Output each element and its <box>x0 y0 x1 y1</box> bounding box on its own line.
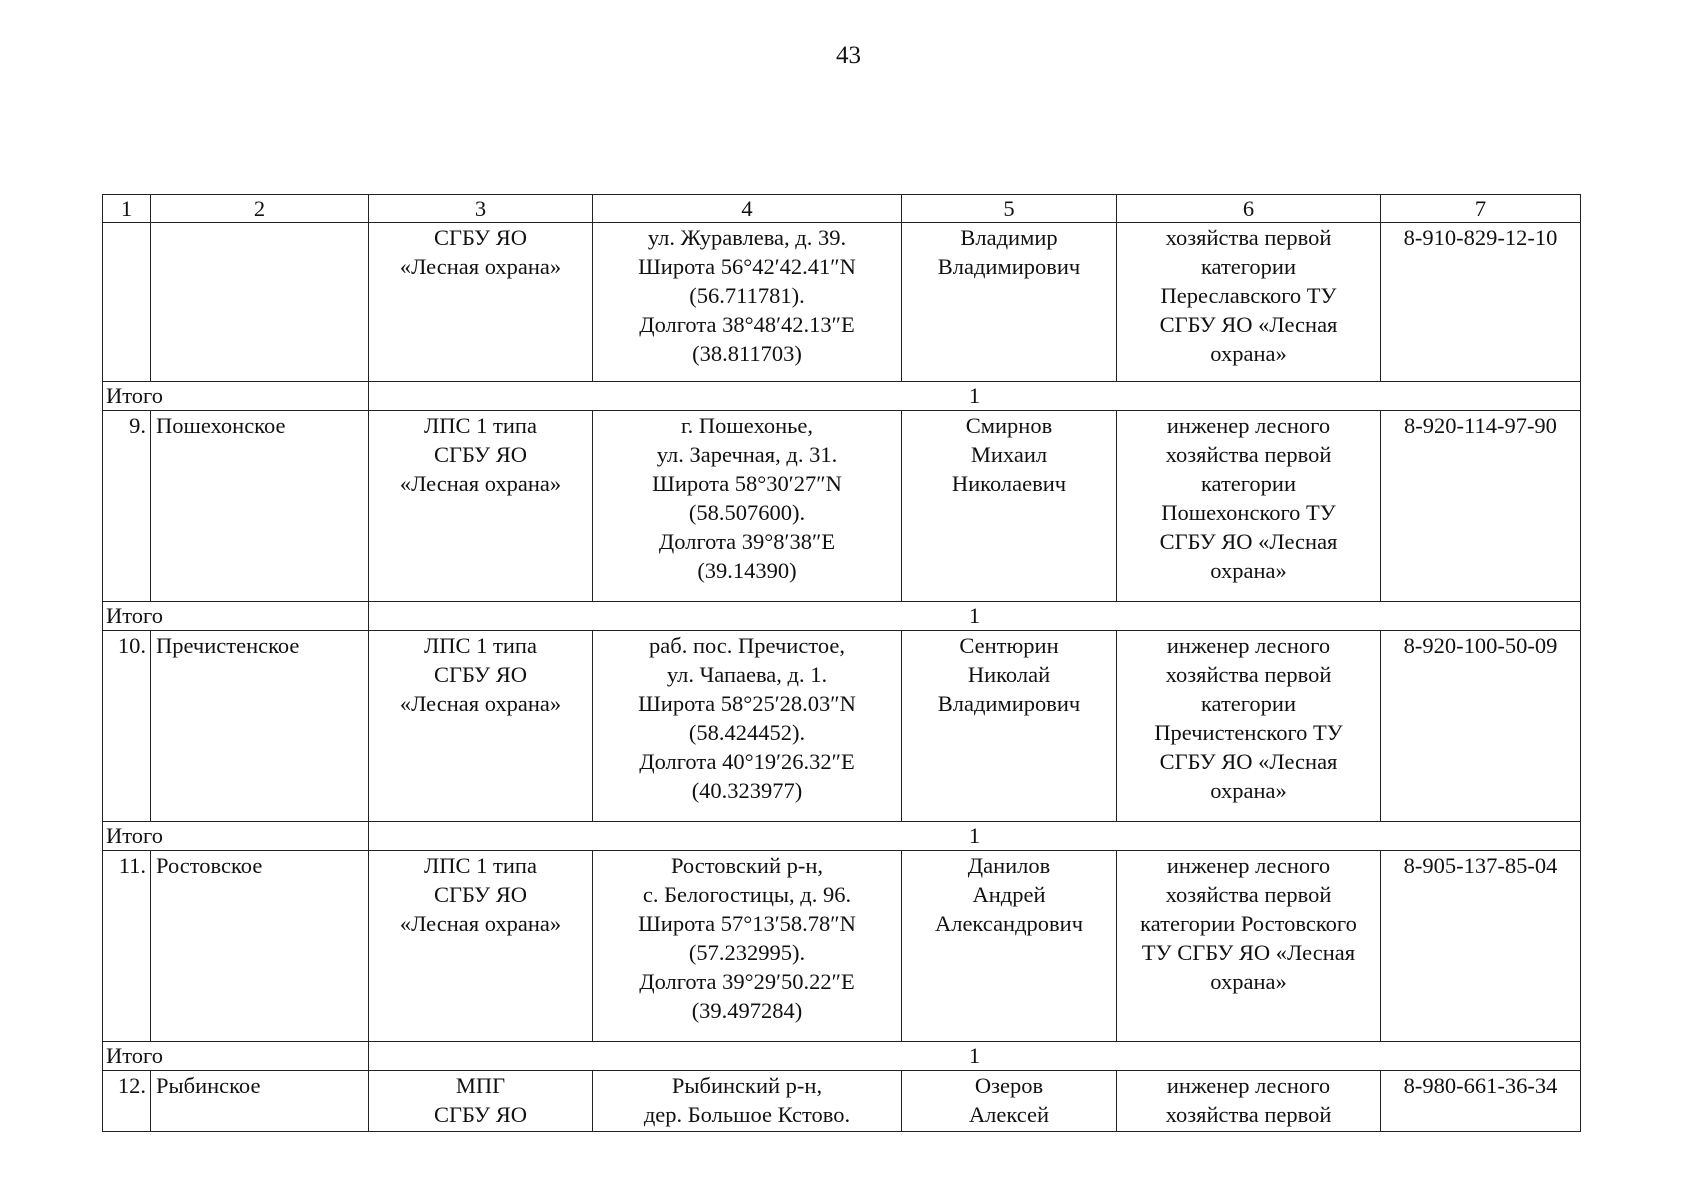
phone-number: 8-920-100-50-09 <box>1381 631 1581 822</box>
table-row <box>103 223 1581 382</box>
row-number: 12. <box>103 1071 151 1132</box>
position-title: инженер лесного хозяйства первой <box>1117 1071 1381 1132</box>
column-number-7: 7 <box>1381 195 1581 223</box>
address-coordinates: Ростовский р-н, с. Белогостицы, д. 96. Широта 57°13′58.78″N (57.232995). Долгота 39°29′50.22″E (39.497284) <box>593 851 902 1042</box>
column-number-5: 5 <box>902 195 1117 223</box>
phone-number: 8-920-114-97-90 <box>1381 411 1581 602</box>
organization: МПГ СГБУ ЯО <box>369 1071 593 1132</box>
district-name: Рыбинское <box>151 1071 369 1132</box>
total-value: 1 <box>369 822 1581 851</box>
page-number: 43 <box>836 42 861 69</box>
responsible-person: Данилов Андрей Александрович <box>902 851 1117 1042</box>
table-row <box>103 631 1581 822</box>
table-row <box>103 1071 1581 1132</box>
table-row <box>103 411 1581 602</box>
total-value: 1 <box>369 602 1581 631</box>
responsible-person: Смирнов Михаил Николаевич <box>902 411 1117 602</box>
forest-posts-table <box>102 194 1581 1132</box>
column-number-1: 1 <box>103 195 151 223</box>
total-label: Итого <box>103 382 369 411</box>
row-number <box>103 223 151 382</box>
organization: ЛПС 1 типа СГБУ ЯО «Лесная охрана» <box>369 631 593 822</box>
row-number: 11. <box>103 851 151 1042</box>
district-name <box>151 223 369 382</box>
total-label: Итого <box>103 1042 369 1071</box>
position-title: инженер лесного хозяйства первой категории Пречистенского ТУ СГБУ ЯО «Лесная охрана» <box>1117 631 1381 822</box>
phone-number: 8-905-137-85-04 <box>1381 851 1581 1042</box>
district-name: Пошехонское <box>151 411 369 602</box>
total-label: Итого <box>103 602 369 631</box>
responsible-person: Озеров Алексей <box>902 1071 1117 1132</box>
total-value: 1 <box>369 1042 1581 1071</box>
phone-number: 8-980-661-36-34 <box>1381 1071 1581 1132</box>
column-number-6: 6 <box>1117 195 1381 223</box>
address-coordinates: Рыбинский р-н, дер. Большое Кстово. <box>593 1071 902 1132</box>
responsible-person: Сентюрин Николай Владимирович <box>902 631 1117 822</box>
phone-number: 8-910-829-12-10 <box>1381 223 1581 382</box>
organization: СГБУ ЯО «Лесная охрана» <box>369 223 593 382</box>
position-title: инженер лесного хозяйства первой категории Пошехонского ТУ СГБУ ЯО «Лесная охрана» <box>1117 411 1381 602</box>
total-row <box>103 382 1581 411</box>
table-row <box>103 851 1581 1042</box>
position-title: хозяйства первой категории Переславского ТУ СГБУ ЯО «Лесная охрана» <box>1117 223 1381 382</box>
responsible-person: Владимир Владимирович <box>902 223 1117 382</box>
column-number-3: 3 <box>369 195 593 223</box>
position-title: инженер лесного хозяйства первой категории Ростовского ТУ СГБУ ЯО «Лесная охрана» <box>1117 851 1381 1042</box>
total-row <box>103 1042 1581 1071</box>
organization: ЛПС 1 типа СГБУ ЯО «Лесная охрана» <box>369 411 593 602</box>
column-number-4: 4 <box>593 195 902 223</box>
table-header-row <box>103 195 1581 223</box>
column-number-2: 2 <box>151 195 369 223</box>
address-coordinates: ул. Журавлева, д. 39. Широта 56°42′42.41″N (56.711781). Долгота 38°48′42.13″E (38.811703) <box>593 223 902 382</box>
district-name: Пречистенское <box>151 631 369 822</box>
organization: ЛПС 1 типа СГБУ ЯО «Лесная охрана» <box>369 851 593 1042</box>
total-row <box>103 602 1581 631</box>
district-name: Ростовское <box>151 851 369 1042</box>
total-label: Итого <box>103 822 369 851</box>
total-value: 1 <box>369 382 1581 411</box>
address-coordinates: г. Пошехонье, ул. Заречная, д. 31. Широта 58°30′27″N (58.507600). Долгота 39°8′38″E (39.14390) <box>593 411 902 602</box>
total-row <box>103 822 1581 851</box>
row-number: 9. <box>103 411 151 602</box>
row-number: 10. <box>103 631 151 822</box>
address-coordinates: раб. пос. Пречистое, ул. Чапаева, д. 1. Широта 58°25′28.03″N (58.424452). Долгота 40°19′26.32″E (40.323977) <box>593 631 902 822</box>
